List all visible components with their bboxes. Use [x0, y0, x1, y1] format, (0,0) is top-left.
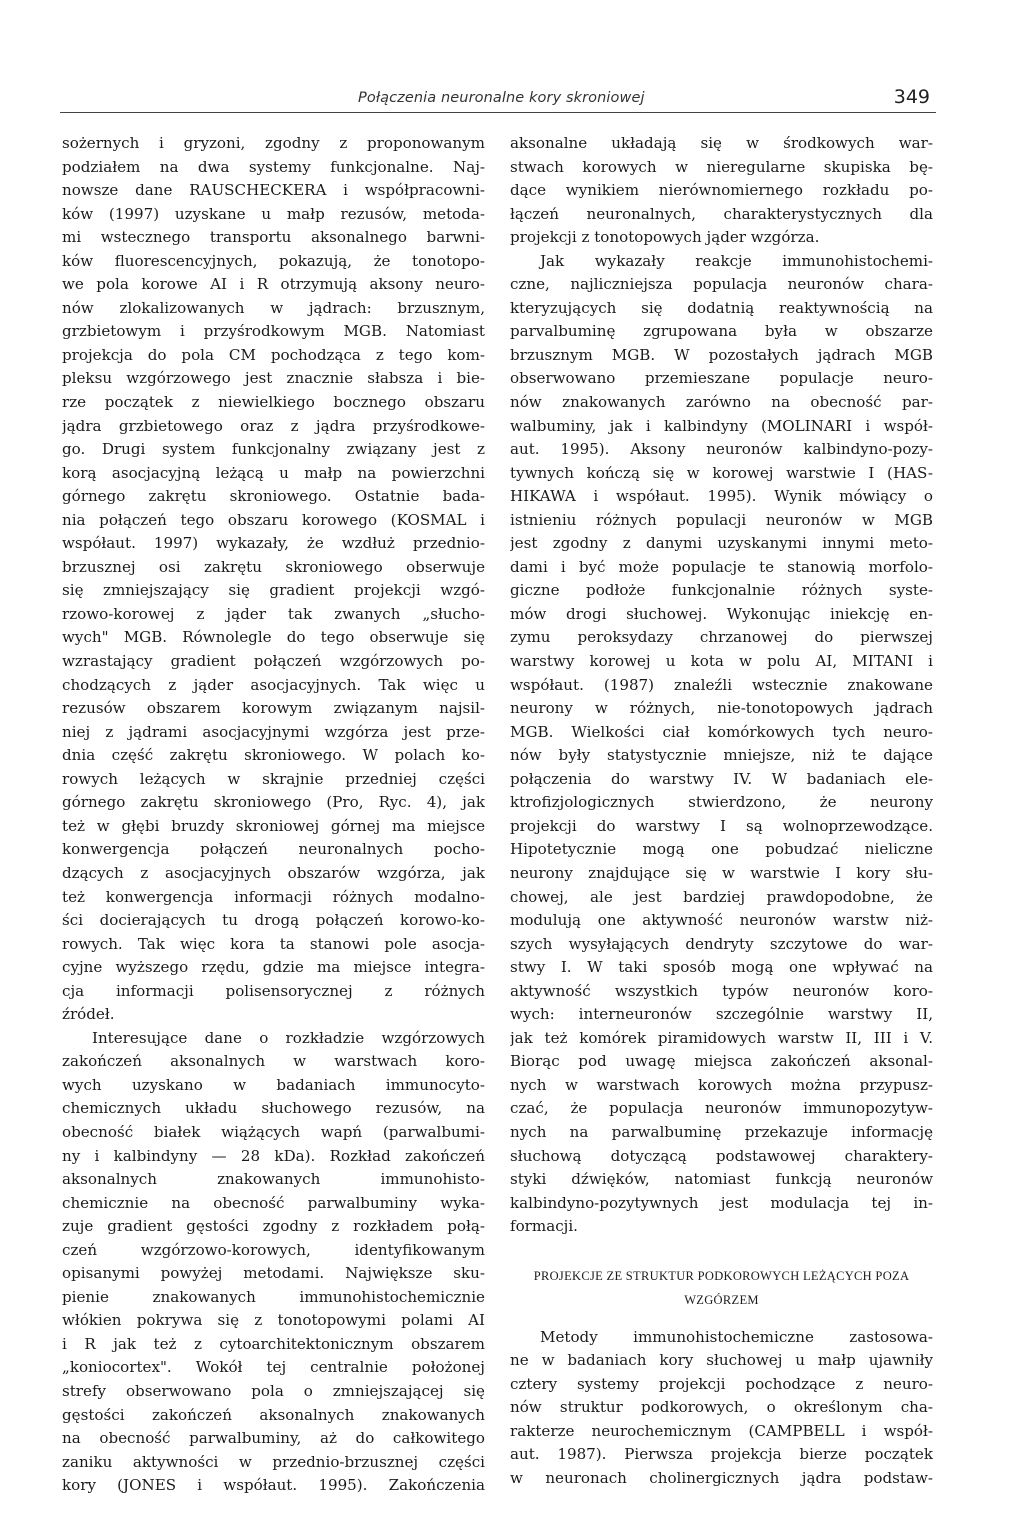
text-line: wych: interneuronów szczególnie warstwy II, [510, 1005, 933, 1024]
text-line: zaniku aktywności w przednio-brzusznej części [62, 1452, 485, 1471]
text-line: dące wynikiem nierównomiernego rozkładu po- [510, 181, 933, 200]
text-line: i R jak też z cytoarchitektonicznym obszarem [62, 1334, 485, 1353]
text-line: dzących z asocjacyjnych obszarów wzgórza, jak [62, 863, 485, 882]
text-line: nów były statystycznie mniejsze, niż te dające [510, 746, 933, 765]
text-line: źródeł. [62, 1005, 115, 1024]
section-heading [510, 1264, 933, 1312]
text-line: opisanymi powyżej metodami. Największe sku- [62, 1264, 485, 1283]
text-line: aut. 1987). Pierwsza projekcja bierze początek [510, 1445, 933, 1464]
text-line: nów zlokalizowanych w jądrach: brzusznym, [62, 298, 485, 317]
right-column-text-bottom [510, 1326, 933, 1491]
text-line: łączeń neuronalnych, charakterystycznych dla [510, 204, 933, 223]
text-line: neurony znajdujące się w warstwie I kory słu- [510, 863, 933, 882]
text-line: współaut. 1997) wykazały, że wzdłuż przednio- [62, 534, 485, 553]
left-column [62, 132, 485, 1498]
text-line: nych na parwalbuminę przekazuje informację [510, 1122, 933, 1141]
text-line: ści docierających tu drogą połączeń korowo-ko- [62, 911, 485, 930]
text-line: kalbindyno-pozytywnych jest modulacja tej in- [510, 1193, 933, 1212]
text-line: wzrastający gradient połączeń wzgórzowych po- [62, 652, 485, 671]
text-line: mów drogi słuchowej. Wykonując iniekcję en- [510, 604, 933, 623]
text-line: pleksu wzgórzowego jest znacznie słabsza i bie- [62, 369, 485, 388]
text-line: brzusznej osi zakrętu skroniowego obserwuje [62, 557, 485, 576]
text-line: styki dźwięków, natomiast funkcją neuronów [510, 1170, 933, 1189]
text-line: go. Drugi system funkcjonalny związany jest z [62, 440, 485, 459]
text-line: na obecność parwalbuminy, aż do całkowitego [62, 1429, 485, 1448]
text-line: parvalbuminę zgrupowana była w obszarze [510, 322, 933, 341]
text-line: kteryzujących się dodatnią reaktywnością na [510, 298, 933, 317]
text-line: chemicznie na obecność parwalbuminy wyka- [62, 1193, 485, 1212]
text-line: też w głębi bruzdy skroniowej górnej ma miejsce [62, 816, 485, 835]
text-line: gęstości zakończeń aksonalnych znakowanych [62, 1405, 485, 1424]
text-line: górnego zakrętu skroniowego (Pro, Ryc. 4), jak [62, 793, 485, 812]
text-line: mi wstecznego transportu aksonalnego barwni- [62, 228, 485, 247]
text-line: ne w badaniach kory słuchowej u małp ujawniły [510, 1351, 933, 1370]
text-line: cja informacji polisensorycznej z różnych [62, 981, 485, 1000]
right-column-text-top [510, 132, 933, 1239]
text-line: zakończeń aksonalnych w warstwach koro- [62, 1052, 485, 1071]
text-line: rowych. Tak więc kora ta stanowi pole asocja- [62, 934, 485, 953]
text-line: rakterze neurochemicznym (CAMPBELL i współ- [510, 1421, 933, 1440]
text-line: HIKAWA i współaut. 1995). Wynik mówiący o [510, 487, 933, 506]
text-line: projekcji z tonotopowych jąder wzgórza. [510, 228, 820, 247]
text-line: Interesujące dane o rozkładzie wzgórzowych [92, 1028, 485, 1047]
text-line: ktrofizjologicznych stwierdzono, że neurony [510, 793, 933, 812]
text-line: połączenia do warstwy IV. W badaniach ele- [510, 769, 933, 788]
text-line: istnieniu różnych populacji neuronów w MGB [510, 510, 933, 529]
text-line: grzbietowym i przyśrodkowym MGB. Natomiast [62, 322, 485, 341]
text-line: dami i być może populacje te stanowią morfolo- [510, 557, 933, 576]
text-line: nowsze dane RAUSCHECKERA i współpracowni- [62, 181, 485, 200]
text-line: chodzących z jąder asocjacyjnych. Tak więc u [62, 675, 485, 694]
text-line: nych w warstwach korowych można przypusz- [510, 1075, 933, 1094]
text-line: cztery systemy projekcji pochodzące z neuro- [510, 1374, 933, 1393]
text-line: obecność białek wiążących wapń (parwalbumi- [62, 1122, 485, 1141]
section-gap [510, 1239, 933, 1264]
section-heading-line-1: PROJEKCJE ZE STRUKTUR PODKOROWYCH LEŻĄCYCH POZA [533, 1268, 910, 1283]
text-line: walbuminy, jak i kalbindyny (MOLINARI i współ- [510, 416, 933, 435]
text-line: zuje gradient gęstości zgodny z rozkładem połą- [62, 1217, 485, 1236]
text-line: jądra grzbietowego oraz z jądra przyśrodkowe- [62, 416, 485, 435]
text-line: kory (JONES i współaut. 1995). Zakończenia [62, 1476, 485, 1495]
text-line: ny i kalbindyny — 28 kDa). Rozkład zakończeń [62, 1146, 485, 1165]
text-line: aksonalne układają się w środkowych war- [510, 134, 933, 152]
header-rule [60, 112, 936, 113]
text-line: Jak wykazały reakcje immunohistochemi- [540, 251, 933, 270]
text-line: włókien pokrywa się z tonotopowymi polami AI [62, 1311, 485, 1330]
right-column [510, 132, 933, 1491]
text-line: wych uzyskano w badaniach immunocyto- [62, 1075, 485, 1094]
text-line: we pola korowe AI i R otrzymują aksony neuro- [62, 275, 485, 294]
text-line: w neuronach cholinergicznych jądra podstaw- [510, 1468, 933, 1487]
section-heading-line-2: WZGÓRZEM [684, 1292, 759, 1307]
text-line: neurony w różnych, nie-tonotopowych jądrach [510, 699, 933, 718]
text-line: jak też komórek piramidowych warstw II, III i V. [510, 1028, 933, 1047]
text-line: brzusznym MGB. W pozostałych jądrach MGB [510, 345, 933, 364]
text-line: czać, że populacja neuronów immunopozytyw- [510, 1099, 933, 1118]
text-line: górnego zakrętu skroniowego. Ostatnie bada- [62, 487, 485, 506]
text-line: MGB. Wielkości ciał komórkowych tych neuro- [510, 722, 933, 741]
running-header [60, 84, 936, 114]
text-line: obserwowano przemieszane populacje neuro- [510, 369, 933, 388]
text-line: stwy I. W taki sposób mogą one wpływać na [510, 958, 933, 977]
text-line: czeń wzgórzowo-korowych, identyfikowanym [62, 1240, 485, 1259]
text-line: chowej, ale jest bardziej prawdopodobne, że [510, 887, 933, 906]
text-line: aksonalnych znakowanych immunohisto- [62, 1170, 485, 1189]
text-line: cyjne wyższego rzędu, gdzie ma miejsce integra- [62, 958, 485, 977]
text-line: ków (1997) uzyskane u małp rezusów, metoda- [62, 204, 485, 223]
text-line: szych wysyłających dendryty szczytowe do war- [510, 934, 933, 953]
text-line: rzowo-korowej z jąder tak zwanych „słucho- [62, 604, 485, 623]
text-line: stwach korowych w nieregularne skupiska bę- [510, 157, 933, 176]
text-line: „koniocortex". Wokół tej centralnie położonej [62, 1358, 485, 1377]
text-line: się zmniejszający się gradient projekcji wzgó- [62, 581, 485, 600]
text-line: podziałem na dwa systemy funkcjonalne. Naj- [62, 157, 485, 176]
text-line: jest zgodny z danymi uzyskanymi innymi meto- [510, 534, 933, 553]
text-line: projekcji do warstwy I są wolnoprzewodzące. [510, 816, 933, 835]
text-line: giczne podłoże funkcjonalnie różnych syste- [510, 581, 933, 600]
text-line: warstwy korowej u kota w polu AI, MITANI i [510, 652, 933, 671]
text-line: tywnych kończą się w korowej warstwie I (HAS- [510, 463, 933, 482]
section-gap-after [510, 1312, 933, 1326]
text-line: nów znakowanych zarówno na obecność par- [510, 393, 933, 412]
text-line: też konwergencja informacji różnych modalno- [62, 887, 485, 906]
text-line: formacji. [510, 1217, 578, 1236]
text-line: Biorąc pod uwagę miejsca zakończeń aksonal- [510, 1052, 933, 1071]
text-line: współaut. (1987) znaleźli wstecznie znakowane [510, 675, 933, 694]
text-line: wych" MGB. Równolegle do tego obserwuje się [62, 628, 485, 647]
text-line: Metody immunohistochemiczne zastosowa- [540, 1327, 933, 1346]
page-number: 349 [893, 86, 930, 108]
text-line: Hipotetycznie mogą one pobudzać nieliczne [510, 840, 933, 859]
text-line: pienie znakowanych immunohistochemicznie [62, 1287, 485, 1306]
text-line: aut. 1995). Aksony neuronów kalbindyno-pozy- [510, 440, 933, 459]
text-line: sożernych i gryzoni, zgodny z proponowanym [62, 134, 485, 152]
text-line: rowych leżących w skrajnie przedniej części [62, 769, 485, 788]
text-line: zymu peroksydazy chrzanowej do pierwszej [510, 628, 933, 647]
text-line: słuchową dotyczącą podstawowej charaktery- [510, 1146, 933, 1165]
text-line: czne, najliczniejsza populacja neuronów chara- [510, 275, 933, 294]
text-line: konwergencja połączeń neuronalnych pocho- [62, 840, 485, 859]
text-line: projekcja do pola CM pochodząca z tego kom- [62, 345, 485, 364]
text-line: korą asocjacyjną leżącą u małp na powierzchni [62, 463, 485, 482]
text-line: niej z jądrami asocjacyjnymi wzgórza jest prze- [62, 722, 485, 741]
running-title: Połączenia neuronalne kory skroniowej [358, 90, 645, 106]
text-line: rezusów obszarem korowym związanym najsil- [62, 699, 485, 718]
text-line: chemicznych układu słuchowego rezusów, na [62, 1099, 485, 1118]
text-line: nia połączeń tego obszaru korowego (KOSMAL i [62, 510, 485, 529]
text-line: dnia część zakrętu skroniowego. W polach ko- [62, 746, 485, 765]
text-line: nów struktur podkorowych, o określonym cha- [510, 1398, 933, 1417]
text-line: strefy obserwowano pola o zmniejszającej się [62, 1381, 485, 1400]
text-line: aktywność wszystkich typów neuronów koro- [510, 981, 933, 1000]
text-line: rze początek z niewielkiego bocznego obszaru [62, 393, 485, 412]
text-line: modulują one aktywność neuronów warstw niż- [510, 911, 933, 930]
text-line: ków fluorescencyjnych, pokazują, że tonotopo- [62, 251, 485, 270]
